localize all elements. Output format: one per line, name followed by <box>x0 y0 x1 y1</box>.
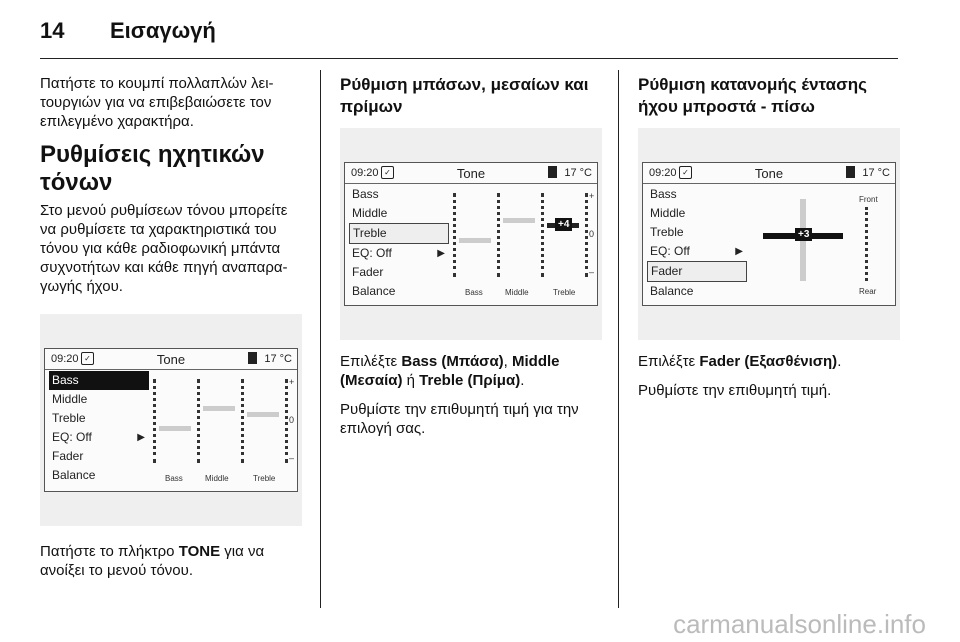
thermometer-icon <box>846 166 855 178</box>
option-bass: Bass (Μπάσα) <box>401 353 504 370</box>
menu-item-fader[interactable]: Fader <box>647 261 747 282</box>
middle-slider-fill <box>503 218 535 223</box>
tone-key: TONE <box>178 543 221 560</box>
instruction-text: Επιλέξτε <box>638 353 700 370</box>
section-heading: Ρύθμιση μπάσων, μεσαίων και πρίμων <box>340 75 589 116</box>
treble-slider-track[interactable] <box>541 193 547 277</box>
watermark: carmanualsonline.info <box>673 609 926 639</box>
instruction-text: για να ανοίξει το μενού τόνου. <box>40 543 265 579</box>
tone-screen <box>44 348 298 492</box>
menu-item-eq[interactable] <box>49 428 149 447</box>
middle-slider-fill <box>203 406 235 411</box>
arrow-right-icon: ▶ <box>137 432 145 443</box>
thermometer-icon <box>248 352 257 364</box>
scale-minus: – <box>289 453 295 463</box>
temperature: 17 °C <box>862 167 890 179</box>
menu-item-treble[interactable]: Treble <box>650 225 684 239</box>
separator: ή <box>402 372 420 389</box>
screen-title: Tone <box>456 166 486 181</box>
menu-item-bass[interactable]: Bass <box>49 371 149 390</box>
clock-icon: ✓ <box>81 352 94 365</box>
bass-slider-track[interactable] <box>153 379 159 463</box>
separator: . <box>837 353 842 370</box>
menu-item-label: EQ: Off <box>352 246 392 260</box>
rear-label: Rear <box>859 287 877 296</box>
separator: , <box>503 353 513 370</box>
menu-item-bass[interactable]: Bass <box>650 187 677 201</box>
page-number: 14 <box>40 18 65 43</box>
option-treble: Treble (Πρίμα) <box>419 372 521 389</box>
menu-item-middle[interactable]: Middle <box>650 206 686 220</box>
menu-item-label: EQ: Off <box>650 244 690 258</box>
treble-screen-figure <box>340 128 602 340</box>
bass-slider-track[interactable] <box>453 193 459 277</box>
tone-menu <box>647 185 747 301</box>
menu-item-balance[interactable]: Balance <box>352 284 396 298</box>
arrow-right-icon: ▶ <box>437 248 445 259</box>
fader-screen <box>642 162 896 306</box>
menu-item-eq[interactable] <box>349 244 449 263</box>
header-rule <box>40 58 898 59</box>
menu-item-label: EQ: Off <box>52 430 92 444</box>
instruction-text: Πατήστε το πλήκτρο <box>40 543 179 560</box>
menu-item-middle[interactable]: Middle <box>52 392 88 406</box>
status-bar <box>45 349 297 370</box>
bass-slider-fill <box>159 426 191 431</box>
page-title: Εισαγωγή <box>110 18 216 43</box>
clock-time: 09:20 <box>649 167 677 179</box>
menu-item-eq[interactable] <box>647 242 747 261</box>
front-label: Front <box>859 195 878 204</box>
column-1 <box>40 74 302 590</box>
treble-value-badge: +4 <box>555 218 572 231</box>
column-3 <box>638 74 900 410</box>
tone-instruction <box>40 542 302 580</box>
fader-value-badge: +3 <box>795 228 812 241</box>
clock-time: 09:20 <box>51 353 79 365</box>
scale-plus: + <box>289 377 295 387</box>
tone-menu <box>49 371 149 485</box>
bar-label-middle: Middle <box>505 288 529 297</box>
middle-slider-track[interactable] <box>497 193 503 277</box>
option-fader: Fader (Εξασθένιση) <box>699 353 838 370</box>
status-bar <box>643 163 895 184</box>
menu-item-fader[interactable]: Fader <box>52 449 84 463</box>
scale-minus: – <box>589 267 595 277</box>
scale-zero: 0 <box>289 415 295 425</box>
scale-zero: 0 <box>589 229 595 239</box>
clock-icon: ✓ <box>679 166 692 179</box>
clock-icon: ✓ <box>381 166 394 179</box>
adjust-instruction: Ρυθμίστε την επιθυμητή τιμή για την επιλογή σας. <box>340 401 579 437</box>
section-heading: Ρυθμίσεις ηχητικών τόνων <box>40 141 265 196</box>
bass-slider-fill <box>459 238 491 243</box>
menu-item-balance[interactable]: Balance <box>650 284 694 298</box>
menu-item-bass[interactable]: Bass <box>352 187 379 201</box>
fader-screen-figure <box>638 128 900 340</box>
bar-label-bass: Bass <box>165 474 183 483</box>
page-header <box>40 18 216 44</box>
tone-screen-figure <box>40 314 302 526</box>
fader-scale <box>865 207 871 281</box>
screen-title: Tone <box>156 352 186 367</box>
separator: . <box>520 372 525 389</box>
scale-plus: + <box>589 191 595 201</box>
select-instruction <box>638 352 900 371</box>
intro-text: Πατήστε το κουμπί πολλαπλών λει-τουργιών για να επιβεβαιώσετε τον επιλεγμένο χαρακτήρα. <box>40 75 274 130</box>
column-divider <box>618 70 619 608</box>
instruction-text: Επιλέξτε <box>340 353 402 370</box>
temperature: 17 °C <box>564 167 592 179</box>
treble-slider-track[interactable] <box>241 379 247 463</box>
bar-label-treble: Treble <box>253 474 276 483</box>
thermometer-icon <box>548 166 557 178</box>
option-middle: Middle (Μεσαία) <box>340 353 560 389</box>
middle-slider-track[interactable] <box>197 379 203 463</box>
menu-item-fader[interactable]: Fader <box>352 265 384 279</box>
temperature: 17 °C <box>264 353 292 365</box>
section-body: Στο μενού ρυθμίσεων τόνου μπορείτε να ρυθμίσετε τα χαρακτηριστικά του τόνου για κάθε ραδιοφωνική μπάντα συχνοτήτων και κάθε πηγή αναπαρα-γωγής ήχου. <box>40 202 288 295</box>
menu-item-treble[interactable]: Treble <box>52 411 86 425</box>
column-2 <box>340 74 602 448</box>
select-instruction <box>340 352 602 390</box>
treble-slider-fill <box>247 412 279 417</box>
tone-screen <box>344 162 598 306</box>
adjust-instruction: Ρυθμίστε την επιθυμητή τιμή. <box>638 382 832 399</box>
column-divider <box>320 70 321 608</box>
bar-label-treble: Treble <box>553 288 576 297</box>
bar-label-bass: Bass <box>465 288 483 297</box>
screen-title: Tone <box>754 166 784 181</box>
menu-item-treble[interactable]: Treble <box>349 223 449 244</box>
menu-item-middle[interactable]: Middle <box>352 206 388 220</box>
arrow-right-icon: ▶ <box>735 246 743 257</box>
bar-label-middle: Middle <box>205 474 229 483</box>
menu-item-balance[interactable]: Balance <box>52 468 96 482</box>
section-heading: Ρύθμιση κατανομής έντασης ήχου μπροστά - πίσω <box>638 75 867 116</box>
tone-menu <box>349 185 449 301</box>
clock-time: 09:20 <box>351 167 379 179</box>
status-bar <box>345 163 597 184</box>
